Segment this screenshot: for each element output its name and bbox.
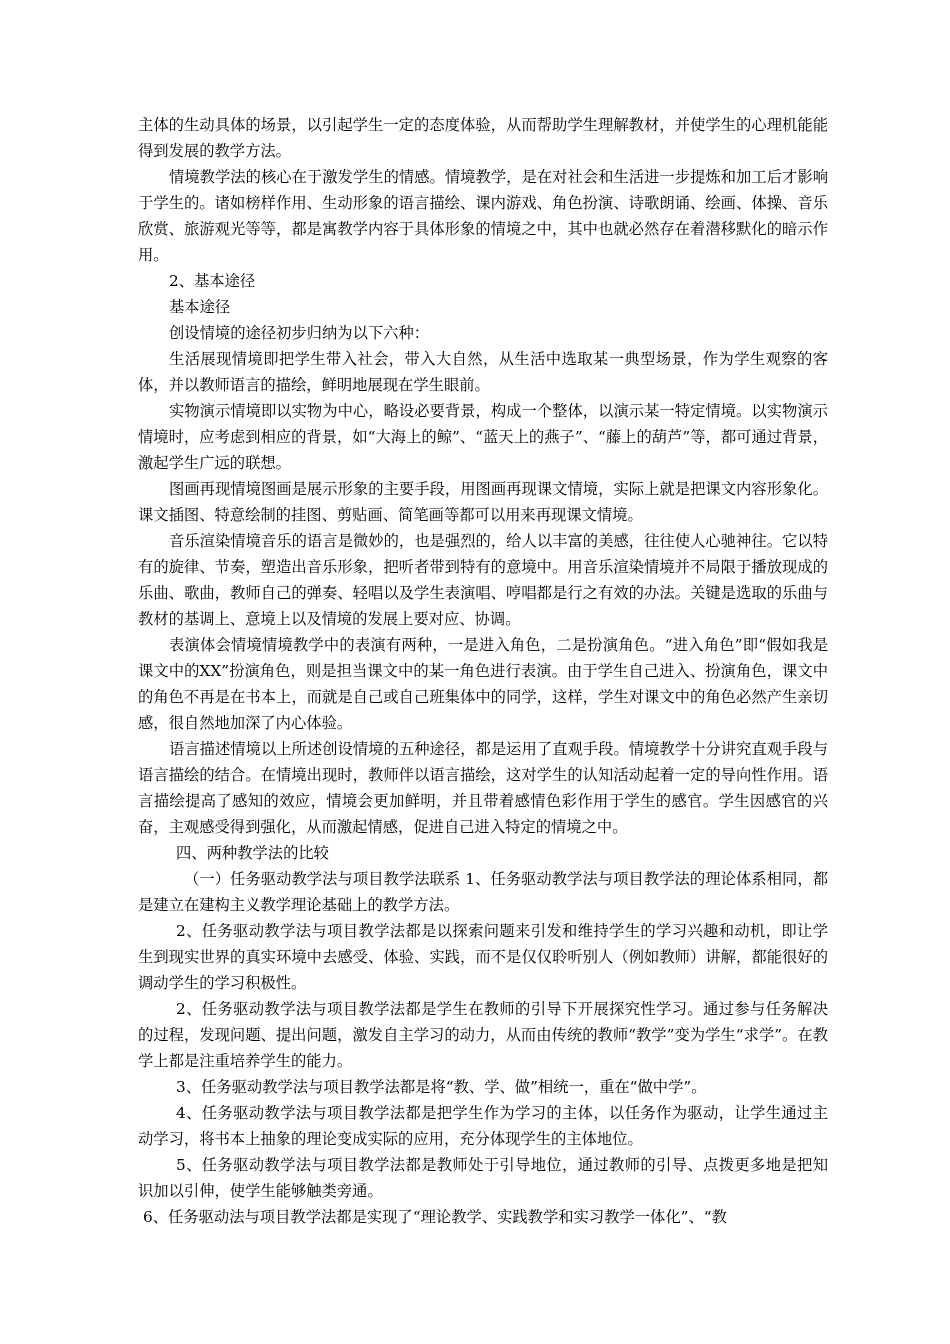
- paragraph: 3、任务驱动教学法与项目教学法都是将“教、学、做”相统一，重在“做中学”。: [176, 1078, 707, 1096]
- paragraph: 实物演示情境即以实物为中心，略设必要背景，构成一个整体，以演示某一特定情境。以实物演示情境时，应考虑到相应的背景，如“大海上的鲸”、“蓝天上的燕子”、“藤上的葫芦”等，都可通过背景，激起学生广远的联想。: [138, 402, 828, 472]
- paragraph: 4、任务驱动教学法与项目教学法都是把学生作为学习的主体，以任务作为驱动，让学生通过主动学习，将书本上抽象的理论变成实际的应用，充分体现学生的主体地位。: [138, 1104, 828, 1148]
- paragraph: 图画再现情境图画是展示形象的主要手段，用图画再现课文情境，实际上就是把课文内容形象化。课文插图、特意绘制的挂图、剪贴画、简笔画等都可以用来再现课文情境。: [138, 480, 828, 524]
- paragraph: 2、任务驱动教学法与项目教学法都是学生在教师的引导下开展探究性学习。通过参与任务解决的过程，发现问题、提出问题，激发自主学习的动力，从而由传统的教师“教学”变为学生“求学”。在教学上都是注重培养学生的能力。: [138, 1000, 828, 1070]
- paragraph: 2、任务驱动教学法与项目教学法都是以探索问题来引发和维持学生的学习兴趣和动机，即让学生到现实世界的真实环境中去感受、体验、实践，而不是仅仅聆听别人（例如教师）讲解，都能很好的调动学生的学习积极性。: [138, 922, 828, 992]
- paragraph: 表演体会情境情境教学中的表演有两种，一是进入角色，二是扮演角色。“进入角色”即“假如我是课文中的XX”扮演角色，则是担当课文中的某一角色进行表演。由于学生自己进入、扮演角色，课文中的角色不再是在书本上，而就是自己或自己班集体中的同学，这样，学生对课文中的角色必然产生亲切感，很自然地加深了内心体验。: [138, 636, 828, 732]
- paragraph: 情境教学法的核心在于激发学生的情感。情境教学，是在对社会和生活进一步提炼和加工后才影响于学生的。诸如榜样作用、生动形象的语言描绘、课内游戏、角色扮演、诗歌朗诵、绘画、体操、音乐欣赏、旅游观光等等，都是寓教学内容于具体形象的情境之中，其中也就必然存在着潜移默化的暗示作用。: [138, 168, 828, 264]
- paragraph: 语言描述情境以上所述创设情境的五种途径，都是运用了直观手段。情境教学十分讲究直观手段与语言描绘的结合。在情境出现时，教师伴以语言描绘，这对学生的认知活动起着一定的导向性作用。语言描绘提高了感知的效应，情境会更加鲜明，并且带着感情色彩作用于学生的感官。学生因感官的兴奋，主观感受得到强化，从而激起情感，促进自己进入特定的情境之中。: [138, 740, 828, 836]
- paragraph: 6、任务驱动法与项目教学法都是实现了“理论教学、实践教学和实习教学一体化”、“教: [143, 1208, 727, 1226]
- paragraph: 5、任务驱动教学法与项目教学法都是教师处于引导地位，通过教师的引导、点拨更多地是把知识加以引伸，使学生能够触类旁通。: [138, 1156, 828, 1200]
- section-heading: 2、基本途径: [169, 272, 256, 290]
- paragraph: 音乐渲染情境音乐的语言是微妙的，也是强烈的，给人以丰富的美感，往往使人心驰神往。它以特有的旋律、节奏，塑造出音乐形象，把听者带到特有的意境中。用音乐渲染情境并不局限于播放现成的乐曲、歌曲，教师自己的弹奏、轻唱以及学生表演唱、哼唱都是行之有效的办法。关键是选取的乐曲与教材的基调上、意境上以及情境的发展上要对应、协调。: [138, 532, 828, 628]
- subheading: 基本途径: [169, 298, 231, 316]
- section-heading: 四、两种教学法的比较: [176, 844, 329, 862]
- paragraph: 主体的生动具体的场景，以引起学生一定的态度体验，从而帮助学生理解教材，并使学生的心理机能能得到发展的教学方法。: [138, 116, 828, 160]
- paragraph: 创设情境的途径初步归纳为以下六种：: [169, 324, 430, 342]
- paragraph: （一）任务驱动教学法与项目教学法联系 1、任务驱动教学法与项目教学法的理论体系相同，都是建立在建构主义教学理论基础上的教学方法。: [138, 870, 828, 914]
- paragraph: 生活展现情境即把学生带入社会，带入大自然，从生活中选取某一典型场景，作为学生观察的客体，并以教师语言的描绘，鲜明地展现在学生眼前。: [138, 350, 828, 394]
